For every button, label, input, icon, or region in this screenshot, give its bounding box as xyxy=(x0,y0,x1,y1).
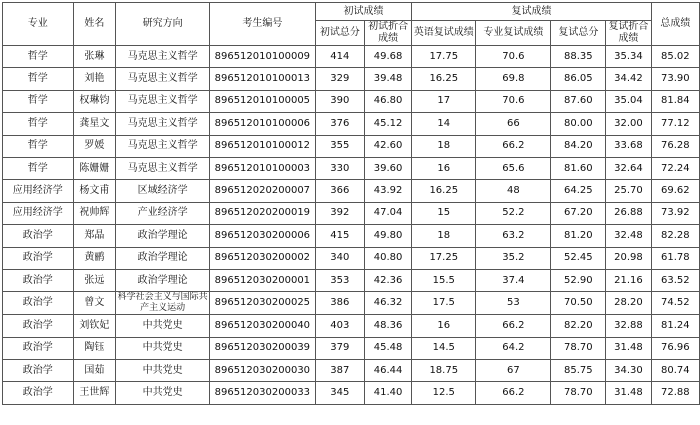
direction-cell: 马克思主义哲学 xyxy=(116,90,210,112)
final-total-cell: 76.28 xyxy=(651,135,699,157)
name-cell: 陈姗姗 xyxy=(73,157,116,179)
name-cell: 郑晶 xyxy=(73,225,116,247)
retest-weighted-cell: 32.48 xyxy=(606,225,651,247)
retest-weighted-cell: 20.98 xyxy=(606,247,651,269)
retest-weighted-cell: 21.16 xyxy=(606,269,651,291)
direction-cell: 科学社会主义与国际共产主义运动 xyxy=(117,292,208,314)
retest-total-cell: 86.05 xyxy=(551,68,606,90)
initial-total-cell: 376 xyxy=(315,113,364,135)
major-retest-cell: 52.2 xyxy=(476,202,551,224)
table-row xyxy=(3,225,700,247)
initial-weighted-cell: 47.04 xyxy=(364,202,411,224)
name-cell: 张琳 xyxy=(73,46,116,68)
header-retest-weighted: 复试折合成绩 xyxy=(606,21,651,46)
table-row xyxy=(3,202,700,224)
candidate-id-cell: 896512030200040 xyxy=(209,315,315,337)
retest-weighted-cell: 34.30 xyxy=(606,360,651,382)
candidate-id-cell: 896512030200025 xyxy=(209,292,315,315)
direction-cell: 马克思主义哲学 xyxy=(116,157,210,179)
major-retest-cell: 35.2 xyxy=(476,247,551,269)
candidate-id-cell: 896512030200002 xyxy=(209,247,315,269)
candidate-id-cell: 896512010100012 xyxy=(209,135,315,157)
initial-total-cell: 345 xyxy=(315,382,364,404)
english-retest-cell: 15 xyxy=(412,202,476,224)
major-cell: 政治学 xyxy=(3,360,74,382)
candidate-id-cell: 896512010100005 xyxy=(209,90,315,112)
table-row xyxy=(3,269,700,291)
table-row xyxy=(3,68,700,90)
direction-cell: 中共党史 xyxy=(116,337,210,359)
retest-weighted-cell: 32.88 xyxy=(606,315,651,337)
major-cell: 哲学 xyxy=(3,46,74,68)
retest-weighted-cell: 31.48 xyxy=(606,382,651,404)
direction-cell: 马克思主义哲学 xyxy=(116,113,210,135)
major-retest-cell: 64.2 xyxy=(476,337,551,359)
major-retest-cell: 66.2 xyxy=(476,382,551,404)
header-initial-group: 初试成绩 xyxy=(315,3,412,21)
direction-cell: 马克思主义哲学 xyxy=(116,46,210,68)
initial-weighted-cell: 49.68 xyxy=(364,46,411,68)
retest-total-cell: 80.00 xyxy=(551,113,606,135)
retest-total-cell: 78.70 xyxy=(551,337,606,359)
retest-total-cell: 84.20 xyxy=(551,135,606,157)
retest-weighted-cell: 26.88 xyxy=(606,202,651,224)
english-retest-cell: 18.75 xyxy=(412,360,476,382)
english-retest-cell: 15.5 xyxy=(412,269,476,291)
direction-cell: 中共党史 xyxy=(116,382,210,404)
name-cell: 刘艳 xyxy=(73,68,116,90)
major-cell: 政治学 xyxy=(3,225,74,247)
retest-weighted-cell: 35.34 xyxy=(606,46,651,68)
direction-cell: 马克思主义哲学 xyxy=(116,68,210,90)
english-retest-cell: 12.5 xyxy=(412,382,476,404)
table-row xyxy=(3,180,700,202)
candidate-id-cell: 896512030200001 xyxy=(209,269,315,291)
initial-weighted-cell: 46.44 xyxy=(364,360,411,382)
major-retest-cell: 65.6 xyxy=(476,157,551,179)
english-retest-cell: 17.25 xyxy=(412,247,476,269)
english-retest-cell: 17.75 xyxy=(412,46,476,68)
final-total-cell: 81.24 xyxy=(651,315,699,337)
final-total-cell: 74.52 xyxy=(651,292,699,315)
retest-total-cell: 87.60 xyxy=(551,90,606,112)
table-row xyxy=(3,90,700,112)
direction-cell: 中共党史 xyxy=(116,360,210,382)
retest-weighted-cell: 28.20 xyxy=(606,292,651,315)
english-retest-cell: 16 xyxy=(412,315,476,337)
direction-cell: 政治学理论 xyxy=(116,225,210,247)
final-total-cell: 80.74 xyxy=(651,360,699,382)
header-major: 专业 xyxy=(3,3,74,46)
major-cell: 哲学 xyxy=(3,135,74,157)
initial-weighted-cell: 42.36 xyxy=(364,269,411,291)
major-cell: 政治学 xyxy=(3,269,74,291)
name-cell: 张远 xyxy=(73,269,116,291)
header-initial-weighted: 初试折合成绩 xyxy=(364,21,411,46)
retest-weighted-cell: 32.00 xyxy=(606,113,651,135)
initial-weighted-cell: 45.48 xyxy=(364,337,411,359)
header-retest-total: 复试总分 xyxy=(551,21,606,46)
initial-weighted-cell: 40.80 xyxy=(364,247,411,269)
major-cell: 政治学 xyxy=(3,315,74,337)
header-row-1 xyxy=(3,3,700,21)
initial-total-cell: 353 xyxy=(315,269,364,291)
candidate-id-cell: 896512010100003 xyxy=(209,157,315,179)
retest-total-cell: 81.20 xyxy=(551,225,606,247)
final-total-cell: 76.96 xyxy=(651,337,699,359)
major-retest-cell: 66.2 xyxy=(476,315,551,337)
initial-total-cell: 329 xyxy=(315,68,364,90)
final-total-cell: 69.62 xyxy=(651,180,699,202)
name-cell: 国茹 xyxy=(73,360,116,382)
initial-total-cell: 387 xyxy=(315,360,364,382)
retest-total-cell: 52.90 xyxy=(551,269,606,291)
initial-total-cell: 390 xyxy=(315,90,364,112)
candidate-id-cell: 896512010100006 xyxy=(209,113,315,135)
retest-total-cell: 85.75 xyxy=(551,360,606,382)
major-cell: 哲学 xyxy=(3,157,74,179)
major-retest-cell: 66.2 xyxy=(476,135,551,157)
initial-total-cell: 386 xyxy=(315,292,364,315)
header-final-total: 总成绩 xyxy=(651,3,699,46)
retest-total-cell: 78.70 xyxy=(551,382,606,404)
major-cell: 哲学 xyxy=(3,90,74,112)
initial-total-cell: 330 xyxy=(315,157,364,179)
header-retest-group: 复试成绩 xyxy=(412,3,651,21)
name-cell: 黄鹂 xyxy=(73,247,116,269)
final-total-cell: 63.52 xyxy=(651,269,699,291)
name-cell: 陶钰 xyxy=(73,337,116,359)
header-candidate-id: 考生编号 xyxy=(209,3,315,46)
retest-total-cell: 67.20 xyxy=(551,202,606,224)
candidate-id-cell: 896512030200030 xyxy=(209,360,315,382)
major-retest-cell: 66 xyxy=(476,113,551,135)
major-cell: 哲学 xyxy=(3,113,74,135)
final-total-cell: 77.12 xyxy=(651,113,699,135)
retest-total-cell: 52.45 xyxy=(551,247,606,269)
english-retest-cell: 14.5 xyxy=(412,337,476,359)
retest-total-cell: 64.25 xyxy=(551,180,606,202)
header-direction: 研究方向 xyxy=(116,3,210,46)
retest-total-cell: 82.20 xyxy=(551,315,606,337)
initial-weighted-cell: 41.40 xyxy=(364,382,411,404)
english-retest-cell: 14 xyxy=(412,113,476,135)
candidate-id-cell: 896512030200033 xyxy=(209,382,315,404)
retest-weighted-cell: 33.68 xyxy=(606,135,651,157)
final-total-cell: 72.88 xyxy=(651,382,699,404)
major-cell: 应用经济学 xyxy=(3,202,74,224)
final-total-cell: 73.90 xyxy=(651,68,699,90)
retest-total-cell: 81.60 xyxy=(551,157,606,179)
english-retest-cell: 17 xyxy=(412,90,476,112)
major-retest-cell: 67 xyxy=(476,360,551,382)
final-total-cell: 85.02 xyxy=(651,46,699,68)
final-total-cell: 81.84 xyxy=(651,90,699,112)
table-row xyxy=(3,360,700,382)
table-row xyxy=(3,113,700,135)
direction-cell: 区域经济学 xyxy=(116,180,210,202)
major-cell: 政治学 xyxy=(3,337,74,359)
initial-weighted-cell: 46.32 xyxy=(364,292,411,315)
english-retest-cell: 18 xyxy=(412,135,476,157)
major-retest-cell: 53 xyxy=(476,292,551,315)
name-cell: 祝帅辉 xyxy=(73,202,116,224)
final-total-cell: 73.92 xyxy=(651,202,699,224)
major-cell: 哲学 xyxy=(3,68,74,90)
name-cell: 杨文甫 xyxy=(73,180,116,202)
major-retest-cell: 63.2 xyxy=(476,225,551,247)
score-table xyxy=(2,2,700,405)
table-row xyxy=(3,247,700,269)
initial-total-cell: 415 xyxy=(315,225,364,247)
major-cell: 政治学 xyxy=(3,292,74,315)
header-initial-total: 初试总分 xyxy=(315,21,364,46)
header-major-retest: 专业复试成绩 xyxy=(476,21,551,46)
candidate-id-cell: 896512020200007 xyxy=(209,180,315,202)
name-cell: 王世辉 xyxy=(73,382,116,404)
initial-weighted-cell: 39.60 xyxy=(364,157,411,179)
initial-total-cell: 403 xyxy=(315,315,364,337)
major-cell: 政治学 xyxy=(3,247,74,269)
retest-total-cell: 88.35 xyxy=(551,46,606,68)
initial-weighted-cell: 45.12 xyxy=(364,113,411,135)
direction-cell: 政治学理论 xyxy=(116,269,210,291)
english-retest-cell: 16.25 xyxy=(412,68,476,90)
name-cell: 龚星文 xyxy=(73,113,116,135)
table-row xyxy=(3,157,700,179)
direction-cell: 产业经济学 xyxy=(116,202,210,224)
major-cell: 应用经济学 xyxy=(3,180,74,202)
major-cell: 政治学 xyxy=(3,382,74,404)
initial-total-cell: 392 xyxy=(315,202,364,224)
initial-total-cell: 340 xyxy=(315,247,364,269)
initial-weighted-cell: 43.92 xyxy=(364,180,411,202)
retest-total-cell: 70.50 xyxy=(551,292,606,315)
initial-weighted-cell: 42.60 xyxy=(364,135,411,157)
english-retest-cell: 16 xyxy=(412,157,476,179)
retest-weighted-cell: 31.48 xyxy=(606,337,651,359)
initial-weighted-cell: 39.48 xyxy=(364,68,411,90)
candidate-id-cell: 896512030200039 xyxy=(209,337,315,359)
initial-total-cell: 366 xyxy=(315,180,364,202)
table-row xyxy=(3,292,700,315)
major-retest-cell: 48 xyxy=(476,180,551,202)
header-english-retest: 英语复试成绩 xyxy=(412,21,476,46)
candidate-id-cell: 896512030200006 xyxy=(209,225,315,247)
final-total-cell: 82.28 xyxy=(651,225,699,247)
major-retest-cell: 70.6 xyxy=(476,90,551,112)
direction-cell: 中共党史 xyxy=(116,315,210,337)
name-cell: 刘钦妃 xyxy=(73,315,116,337)
direction-cell: 政治学理论 xyxy=(116,247,210,269)
initial-total-cell: 379 xyxy=(315,337,364,359)
initial-weighted-cell: 49.80 xyxy=(364,225,411,247)
english-retest-cell: 16.25 xyxy=(412,180,476,202)
initial-total-cell: 414 xyxy=(315,46,364,68)
name-cell: 权琳钧 xyxy=(73,90,116,112)
initial-weighted-cell: 48.36 xyxy=(364,315,411,337)
major-retest-cell: 37.4 xyxy=(476,269,551,291)
name-cell: 曾文 xyxy=(73,292,116,315)
major-retest-cell: 69.8 xyxy=(476,68,551,90)
candidate-id-cell: 896512010100013 xyxy=(209,68,315,90)
retest-weighted-cell: 34.42 xyxy=(606,68,651,90)
final-total-cell: 61.78 xyxy=(651,247,699,269)
retest-weighted-cell: 25.70 xyxy=(606,180,651,202)
header-name: 姓名 xyxy=(73,3,116,46)
name-cell: 罗媛 xyxy=(73,135,116,157)
table-row xyxy=(3,337,700,359)
retest-weighted-cell: 35.04 xyxy=(606,90,651,112)
final-total-cell: 72.24 xyxy=(651,157,699,179)
table-row xyxy=(3,135,700,157)
direction-cell: 马克思主义哲学 xyxy=(116,135,210,157)
table-body xyxy=(3,46,700,405)
table-row xyxy=(3,315,700,337)
candidate-id-cell: 896512010100009 xyxy=(209,46,315,68)
initial-weighted-cell: 46.80 xyxy=(364,90,411,112)
major-retest-cell: 70.6 xyxy=(476,46,551,68)
table-row xyxy=(3,382,700,404)
candidate-id-cell: 896512020200019 xyxy=(209,202,315,224)
table-row xyxy=(3,46,700,68)
english-retest-cell: 18 xyxy=(412,225,476,247)
initial-total-cell: 355 xyxy=(315,135,364,157)
retest-weighted-cell: 32.64 xyxy=(606,157,651,179)
english-retest-cell: 17.5 xyxy=(412,292,476,315)
